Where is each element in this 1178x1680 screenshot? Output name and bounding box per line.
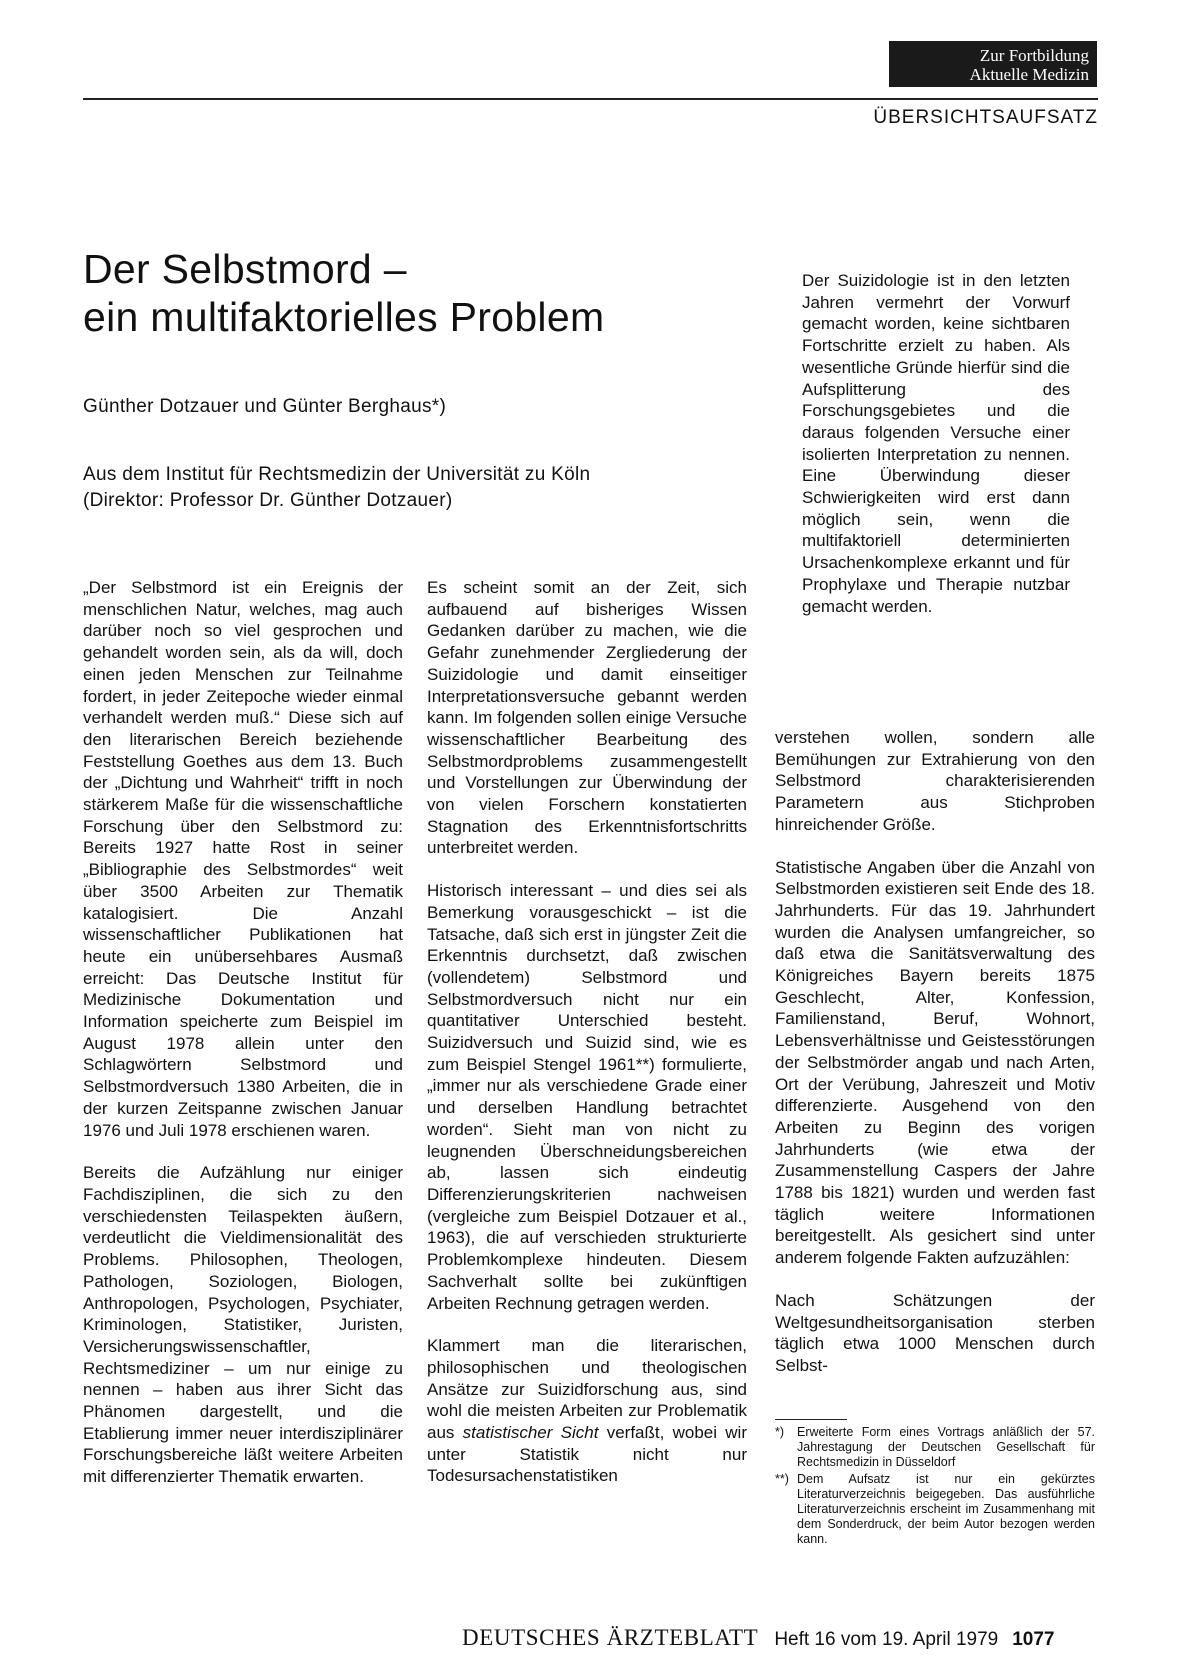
institution bbox=[83, 462, 590, 514]
badge-line-1: Zur Fortbildung bbox=[979, 46, 1089, 65]
journal-name: DEUTSCHES ÄRZTEBLATT bbox=[462, 1625, 759, 1650]
header-rule bbox=[83, 98, 1098, 100]
footnote-marker: **) bbox=[775, 1472, 789, 1486]
abstract-text: Der Suizidologie ist in den letzten Jahren vermehrt der Vorwurf gemacht worden, keine sichtbaren Fortschritte erzielt zu haben. Als wesentliche Gründe hierfür sind die Aufsplitterung des Forschungsgebietes und die daraus folgenden Versuche einer isolierten Interpretation zu nennen. Eine Überwindung dieser Schwierigkeiten wird erst dann möglich sein, wenn die multifaktoriell determinierten Ursachenkomplexe erkannt und für Prophylaxe und Therapie nutzbar gemacht werden. bbox=[802, 271, 1070, 616]
italic-phrase: statistischer Sicht bbox=[462, 1423, 599, 1443]
paragraph: „Der Selbstmord ist ein Ereignis der menschlichen Natur, welches, mag auch darüber noch so viel gesprochen und gehandelt worden sein, als da will, doch einen jeden Menschen zur Teilnahme fordert, in jeder Zeitepoche wieder einmal verhandelt werden muß.“ Diese sich auf den literarischen Bereich beziehende Feststellung Goethes aus dem 13. Buch der „Dichtung und Wahrheit“ trifft in noch stärkerem Maße für die wissenschaftliche Forschung über den Selbstmord zu: Bereits 1927 hatte Rost in seiner „Bibliographie des Selbstmordes“ weit über 3500 Arbeiten zur Thematik katalogisiert. Die Anzahl wissenschaftlicher Publikationen hat heute ein unübersehbares Ausmaß erreicht: Das Deutsche Institut für Medizinische Dokumentation und Information speicherte zum Beispiel im August 1978 allein unter den Schlagwörtern Selbstmord und Selbstmordversuch 1380 Arbeiten, die in der kurzen Zeitspanne zwischen Januar 1976 und Juli 1978 erschienen waren. bbox=[83, 578, 403, 1140]
paragraph: Nach Schätzungen der Weltgesundheitsorganisation sterben täglich etwa 1000 Menschen durch Selbst- bbox=[775, 1290, 1095, 1375]
body-column-2 bbox=[427, 577, 747, 1487]
section-label: ÜBERSICHTSAUFSATZ bbox=[873, 107, 1098, 128]
text-segment: verfaßt, wobei wir unter Statistik nicht nur Todesursachenstatistiken bbox=[427, 1423, 747, 1486]
title-line-1: Der Selbstmord – bbox=[83, 246, 407, 292]
paragraph: Es scheint somit an der Zeit, sich aufbauend auf bisheriges Wissen Gedanken darüber zu machen, wie die Gefahr zunehmender Zergliederung der Suizidologie und damit einseitiger Interpretationsversuche gebannt werden kann. Im folgenden sollen einige Versuche wissenschaftlicher Bearbeitung des Selbstmordproblems zusammengestellt und Vorstellungen zur Überwindung der von vielen Forschern konstatierten Stagnation des Erkenntnisfortschritts unterbreitet werden. bbox=[427, 578, 747, 858]
article-title bbox=[83, 245, 604, 341]
badge-line-2: Aktuelle Medizin bbox=[969, 65, 1089, 84]
page-number: 1077 bbox=[1012, 1629, 1055, 1650]
paragraph: Historisch interessant – und dies sei als Bemerkung vorausgeschickt – ist die Tatsache, daß sich erst in jüngster Zeit die Erkenntnis durchsetzt, daß zwischen (vollendetem) Selbstmord und Selbstmordversuch nicht nur ein quantitativer Unterschied besteht. Suizidversuch und Suizid sind, wie es zum Beispiel Stengel 1961**) formulierte, „immer nur als verschiedene Grade einer und derselben Handlung betrachtet worden“. Sieht man von nicht zu leugnenden Überschneidungsbereichen ab, lassen sich eindeutig Differenzierungskriterien nachweisen (vergleiche zum Beispiel Dotzauer et al., 1963), die auf verschieden strukturierte Problemkomplexe hindeuten. Diesem Sachverhalt sollte bei zukünftigen Arbeiten Rechnung getragen werden. bbox=[427, 881, 747, 1313]
paragraph: Statistische Angaben über die Anzahl von Selbstmorden existieren seit Ende des 18. Jahrhunderts. Für das 19. Jahrhundert wurden die Analysen umfangreicher, so daß etwa die Sanitätsverwaltung des Königreiches Bayern bereits 1875 Geschlecht, Alter, Konfession, Familienstand, Beruf, Wohnort, Lebensverhältnisse und Geistesstörungen der Selbstmörder angab und nach Arten, Ort der Verübung, Jahreszeit und Motiv differenzierte. Ausgehend von den Arbeiten zu Beginn des vorigen Jahrhunderts (wie etwa der Zusammenstellung Caspers der Jahre 1788 bis 1821) wurden und werden fast täglich weitere Informationen bereitgestellt. Als gesichert sind unter anderem folgende Fakten aufzuzählen: bbox=[775, 857, 1095, 1268]
page-footer bbox=[462, 1625, 1055, 1651]
title-line-2: ein multifaktorielles Problem bbox=[83, 294, 605, 340]
institution-line-1: Aus dem Institut für Rechtsmedizin der Universität zu Köln bbox=[83, 464, 591, 485]
footnote-text: Erweiterte Form eines Vortrags anläßlich der 57. Jahrestagung der Deutschen Gesellschaft für Rechtsmedizin in Düsseldorf bbox=[797, 1425, 1095, 1469]
paragraph: Bereits die Aufzählung nur einiger Fachdisziplinen, die sich zu den verschiedensten Teilaspekten äußern, verdeutlicht die Vieldimensionalität des Problems. Philosophen, Theologen, Pathologen, Soziologen, Biologen, Anthropologen, Psychologen, Psychiater, Kriminologen, Statistiker, Juristen, Versicherungswissenschaftler, Rechtsmediziner – um nur einige zu nennen – haben aus ihrer Sicht das Phänomen dargestellt, und die Etablierung immer neuer interdisziplinärer Forschungsbereiche läßt weitere Arbeiten mit differenzierter Thematik erwarten. bbox=[83, 1163, 403, 1487]
paragraph: verstehen wollen, sondern alle Bemühungen zur Extrahierung von den Selbstmord charakterisierenden Parametern aus Stichproben hinreichender Größe. bbox=[775, 728, 1095, 834]
text-segment: Klammert man die literarischen, philosophischen und theologischen Ansätze zur Suizidforschung aus, sind wohl die meisten Arbeiten zur Problematik aus bbox=[427, 1336, 747, 1443]
abstract bbox=[802, 270, 1070, 617]
issue-info: Heft 16 vom 19. April 1979 bbox=[774, 1629, 999, 1650]
footnote-rule bbox=[775, 1419, 847, 1420]
body-column-3 bbox=[775, 727, 1095, 1377]
footnote-2 bbox=[775, 1472, 1095, 1547]
footnote-1 bbox=[775, 1425, 1095, 1470]
section-badge bbox=[889, 41, 1097, 87]
body-column-1 bbox=[83, 577, 403, 1488]
institution-line-2: (Direktor: Professor Dr. Günther Dotzauer) bbox=[83, 490, 453, 511]
footnote-marker: *) bbox=[775, 1425, 785, 1439]
paragraph bbox=[427, 1335, 747, 1487]
footnote-text: Dem Aufsatz ist nur ein gekürztes Literaturverzeichnis beigegeben. Das ausführliche Literaturverzeichnis erscheint im Zusammenhang mit dem Sonderdruck, der beim Autor bezogen werden kann. bbox=[797, 1472, 1095, 1546]
authors: Günther Dotzauer und Günter Berghaus*) bbox=[83, 396, 447, 417]
